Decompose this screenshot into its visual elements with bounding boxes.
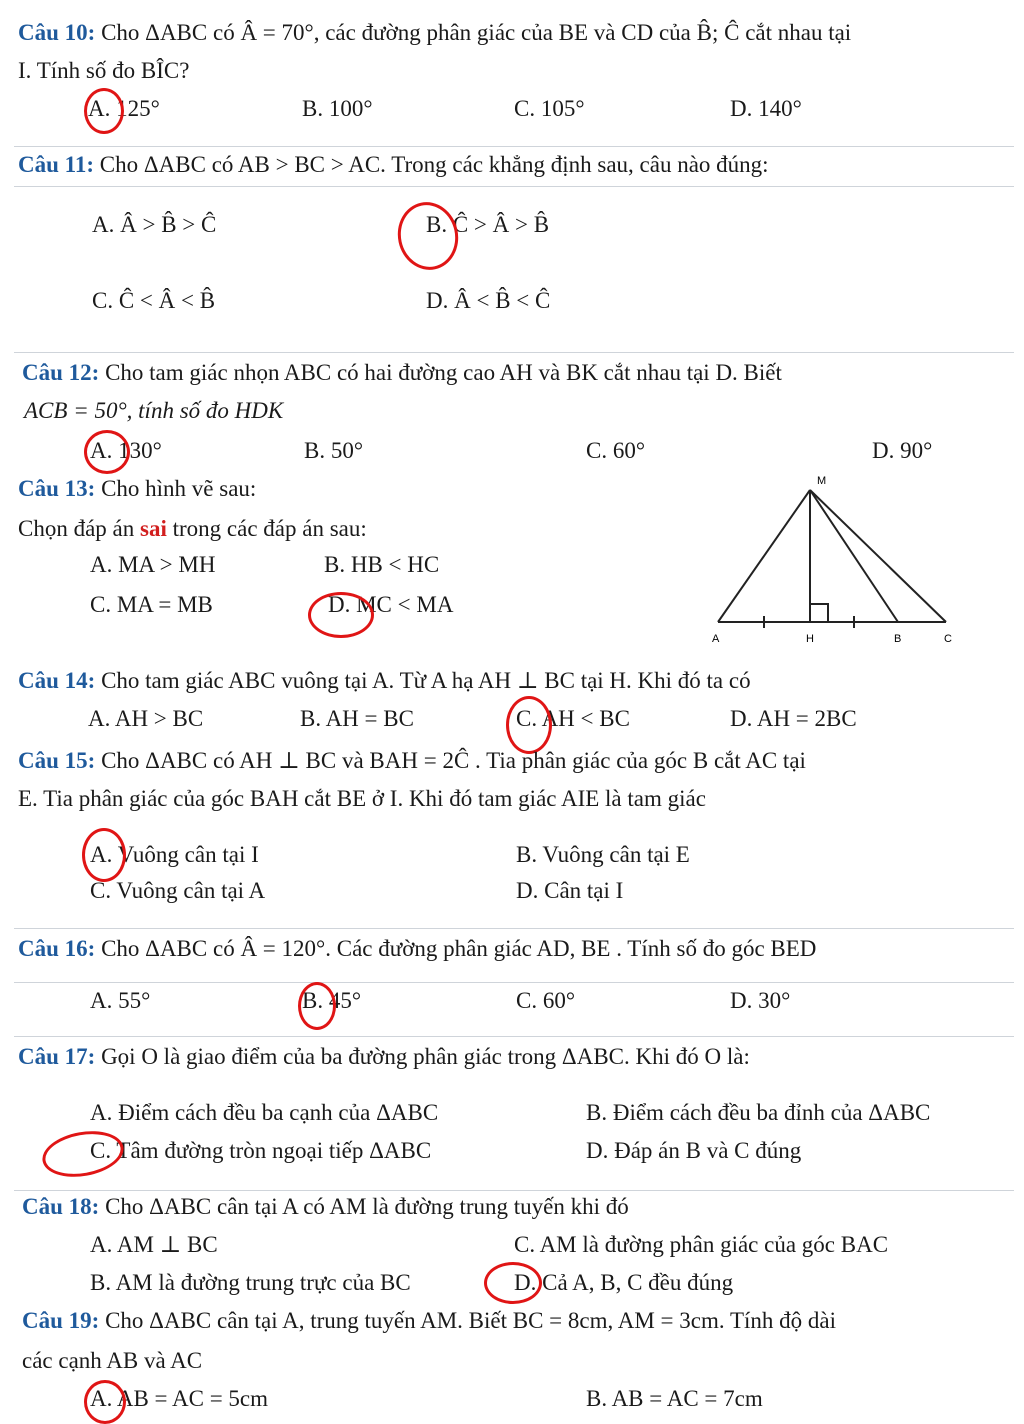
q16-line1: [18, 934, 816, 964]
q11-option-b[interactable]: B. Ĉ > Â > B̂: [426, 212, 550, 237]
q12-option-c[interactable]: C. 60°: [586, 438, 646, 463]
divider: [14, 352, 1014, 353]
q14-line1: [18, 666, 751, 696]
q11-line1: [18, 150, 769, 180]
q11-option-c[interactable]: C. Ĉ < Â < B̂: [92, 288, 216, 313]
question-text: Cho ΔABC có AB > BC > AC. Trong các khẳng định sau, câu nào đúng:: [94, 152, 769, 177]
q15-line2: E. Tia phân giác của góc BAH cắt BE ở I. Khi đó tam giác AIE là tam giác: [18, 786, 706, 811]
q16-option-b[interactable]: B. 45°: [302, 988, 362, 1013]
q11-option-d[interactable]: D. Â < B̂ < Ĉ: [426, 288, 551, 313]
q18-option-b[interactable]: B. AM là đường trung trực của BC: [90, 1270, 411, 1295]
q18-line1: [22, 1192, 629, 1222]
q19-line2: các cạnh AB và AC: [22, 1348, 203, 1373]
question-label: Câu 14:: [18, 668, 96, 693]
q14-option-d[interactable]: D. AH = 2BC: [730, 706, 857, 731]
question-label: Câu 19:: [22, 1308, 100, 1333]
q12-option-a[interactable]: A. 130°: [90, 438, 162, 463]
figure-label-b: B: [894, 633, 902, 645]
question-text: Chọn đáp án: [18, 516, 141, 541]
divider: [14, 146, 1014, 147]
q18-option-c[interactable]: C. AM là đường phân giác của góc BAC: [514, 1232, 889, 1257]
q13-line2: [18, 514, 367, 544]
highlight-word: sai: [140, 516, 167, 541]
q17-option-d[interactable]: D. Đáp án B và C đúng: [586, 1138, 802, 1163]
q19-option-b[interactable]: B. AB = AC = 7cm: [586, 1386, 763, 1411]
q10-option-b[interactable]: B. 100°: [302, 96, 373, 121]
figure-label-h: H: [806, 633, 814, 645]
divider: [14, 928, 1014, 929]
question-label: Câu 16:: [18, 936, 96, 961]
divider: [14, 186, 1014, 187]
q12-option-d[interactable]: D. 90°: [872, 438, 933, 463]
q10-option-a[interactable]: A. 125°: [88, 96, 160, 121]
q16-option-a[interactable]: A. 55°: [90, 988, 151, 1013]
question-text: Cho ΔABC có Â = 120°. Các đường phân giác AD, BE . Tính số đo góc BED: [95, 936, 817, 961]
q10-line1: [18, 18, 851, 48]
question-text: Cho ΔABC có AH ⊥ BC và BAH = 2Ĉ . Tia phân giác của góc B cắt AC tại: [95, 748, 806, 773]
triangle-figure: [700, 470, 970, 650]
question-label: Câu 11:: [18, 152, 95, 177]
q14-option-b[interactable]: B. AH = BC: [300, 706, 414, 731]
question-text: Cho ΔABC cân tại A có AM là đường trung tuyến khi đó: [99, 1194, 629, 1219]
question-label: Câu 18:: [22, 1194, 100, 1219]
q15-line1: [18, 746, 806, 776]
divider: [14, 1036, 1014, 1037]
figure-label-a: A: [712, 633, 720, 645]
q13-option-a[interactable]: A. MA > MH: [90, 552, 216, 577]
q16-option-c[interactable]: C. 60°: [516, 988, 576, 1013]
figure-label-m: M: [817, 475, 827, 487]
q15-option-c[interactable]: C. Vuông cân tại A: [90, 878, 266, 903]
question-label: Câu 12:: [22, 360, 100, 385]
q12-line2: ACB = 50°, tính số đo HDK: [24, 398, 284, 423]
question-text: Cho hình vẽ sau:: [95, 476, 257, 501]
q19-line1: [22, 1306, 836, 1336]
q17-option-c[interactable]: C. Tâm đường tròn ngoại tiếp ΔABC: [90, 1138, 432, 1163]
q16-option-d[interactable]: D. 30°: [730, 988, 791, 1013]
q13-option-d[interactable]: D. MC < MA: [328, 592, 454, 617]
q15-option-a[interactable]: A. Vuông cân tại I: [90, 842, 259, 867]
question-label: Câu 13:: [18, 476, 96, 501]
q15-option-b[interactable]: B. Vuông cân tại E: [516, 842, 690, 867]
q12-line1: [22, 358, 782, 388]
question-text: Gọi O là giao điểm của ba đường phân giác trong ΔABC. Khi đó O là:: [95, 1044, 750, 1069]
question-label: Câu 15:: [18, 748, 96, 773]
q14-option-a[interactable]: A. AH > BC: [88, 706, 204, 731]
q18-option-d[interactable]: D. Cả A, B, C đều đúng: [514, 1270, 734, 1295]
question-label: Câu 10:: [18, 20, 96, 45]
divider: [14, 982, 1014, 983]
question-text: Cho tam giác ABC vuông tại A. Từ A hạ AH ⊥ BC tại H. Khi đó ta có: [95, 668, 751, 693]
q10-option-d[interactable]: D. 140°: [730, 96, 802, 121]
question-text: Cho ΔABC có Â = 70°, các đường phân giác của BE và CD của B̂; Ĉ cắt nhau tại: [95, 20, 852, 45]
q18-option-a[interactable]: A. AM ⊥ BC: [90, 1232, 218, 1257]
q15-option-d[interactable]: D. Cân tại I: [516, 878, 624, 903]
divider: [14, 1190, 1014, 1191]
question-text: trong các đáp án sau:: [166, 516, 367, 541]
q13-option-c[interactable]: C. MA = MB: [90, 592, 213, 617]
question-text: Cho ΔABC cân tại A, trung tuyến AM. Biết BC = 8cm, AM = 3cm. Tính độ dài: [99, 1308, 836, 1333]
q12-option-b[interactable]: B. 50°: [304, 438, 364, 463]
q13-line1: [18, 474, 256, 504]
q19-option-a[interactable]: A. AB = AC = 5cm: [90, 1386, 269, 1411]
q13-option-b[interactable]: B. HB < HC: [324, 552, 440, 577]
q10-option-c[interactable]: C. 105°: [514, 96, 585, 121]
figure-label-c: C: [944, 633, 952, 645]
q17-option-a[interactable]: A. Điểm cách đều ba cạnh của ΔABC: [90, 1100, 439, 1125]
q11-option-a[interactable]: A. Â > B̂ > Ĉ: [92, 212, 217, 237]
question-label: Câu 17:: [18, 1044, 96, 1069]
q14-option-c[interactable]: C. AH < BC: [516, 706, 630, 731]
q17-option-b[interactable]: B. Điểm cách đều ba đỉnh của ΔABC: [586, 1100, 931, 1125]
q17-line1: [18, 1042, 750, 1072]
question-text: Cho tam giác nhọn ABC có hai đường cao AH và BK cắt nhau tại D. Biết: [99, 360, 782, 385]
q10-line2: I. Tính số đo BÎC?: [18, 58, 190, 83]
